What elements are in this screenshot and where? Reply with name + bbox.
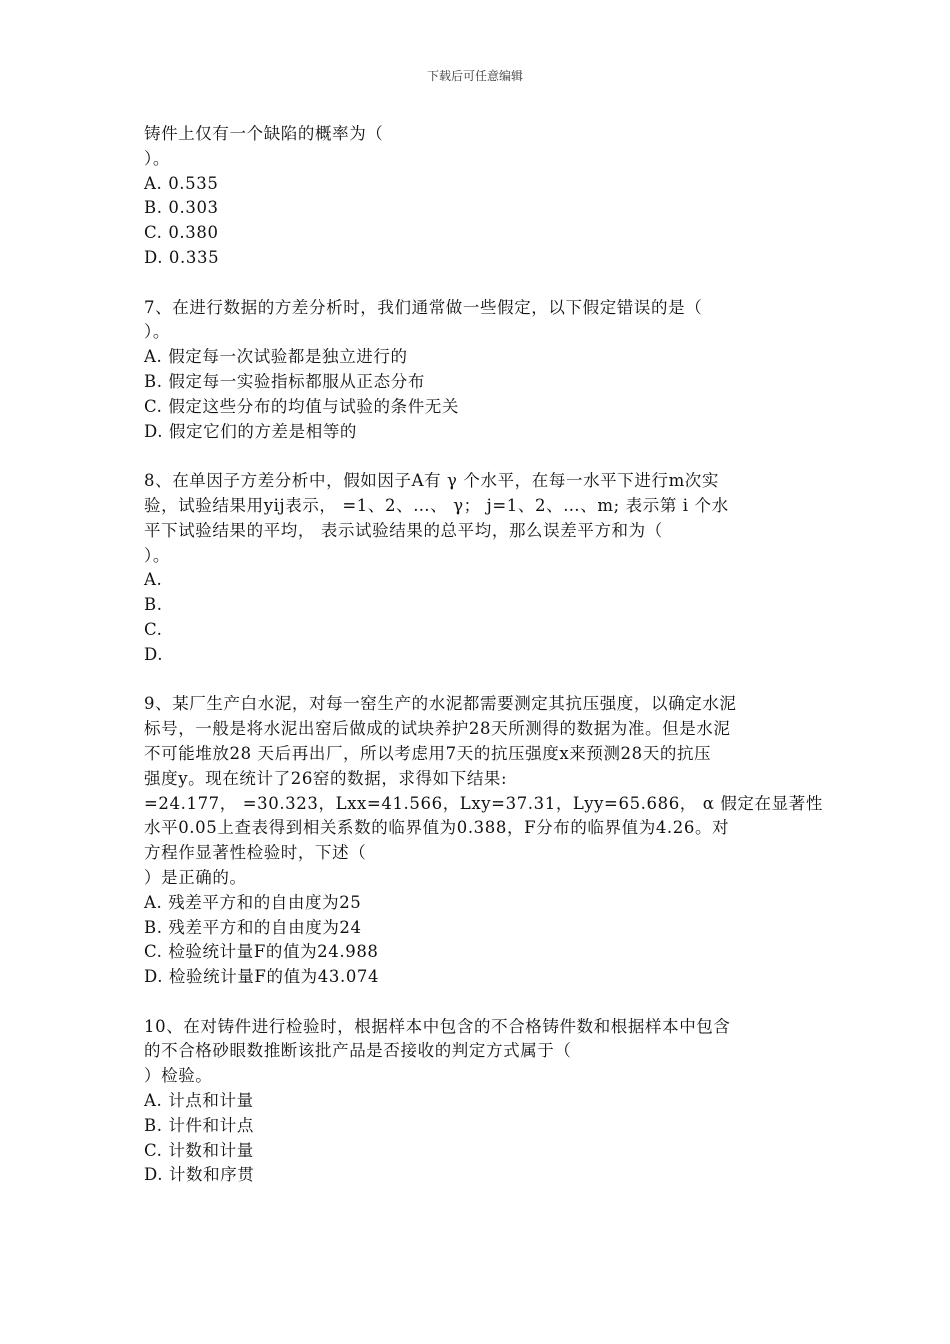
question-stem-line: ）是正确的。 xyxy=(144,867,247,887)
option-a: A. 残差平方和的自由度为25 xyxy=(144,892,362,912)
option-c: C. 假定这些分布的均值与试验的条件无关 xyxy=(144,396,460,416)
option-a: A. 计点和计量 xyxy=(144,1091,254,1111)
option-b: B. xyxy=(144,595,163,615)
question-stem-line: 的不合格砂眼数推断该批产品是否接收的判定方式属于（ xyxy=(144,1041,572,1061)
question-stem-line: 8、在单因子方差分析中，假如因子A有 γ 个水平，在每一水平下进行m次实 xyxy=(144,471,720,491)
question-stem-line: 10、在对铸件进行检验时，根据样本中包含的不合格铸件数和根据样本中包含 xyxy=(144,1016,731,1036)
option-b: B. 残差平方和的自由度为24 xyxy=(144,917,362,937)
option-d: D. 计数和序贯 xyxy=(144,1165,255,1185)
question-stem-line: 平下试验结果的平均， 表示试验结果的总平均，那么误差平方和为（ xyxy=(144,520,663,540)
question-7 xyxy=(144,296,824,445)
question-stem-line: 9、某厂生产白水泥，对每一窑生产的水泥都需要测定其抗压强度，以确定水泥 xyxy=(144,694,737,714)
option-c: C. 检验统计量F的值为24.988 xyxy=(144,942,379,962)
question-stem-line: 不可能堆放28 天后再出厂，所以考虑用7天的抗压强度x来预测28天的抗压 xyxy=(144,743,712,763)
option-a: A. 假定每一次试验都是独立进行的 xyxy=(144,347,408,367)
question-stem-line: 方程作显著性检验时，下述（ xyxy=(144,843,367,863)
option-a: A. 0.535 xyxy=(144,173,219,193)
question-stem-line: 标号，一般是将水泥出窑后做成的试块养护28天所测得的数据为准。但是水泥 xyxy=(144,719,731,739)
option-b: B. 假定每一实验指标都服从正态分布 xyxy=(144,371,425,391)
option-d: D. xyxy=(144,644,164,664)
question-10 xyxy=(144,1015,824,1189)
question-stem-line: 验，试验结果用yij表示， =1、2、…、 γ； j=1、2、…、m; 表示第 i 个水 xyxy=(144,495,729,515)
question-8 xyxy=(144,469,824,667)
question-stem-line: ）。 xyxy=(144,545,170,565)
option-c: C. xyxy=(144,619,163,639)
option-b: B. 0.303 xyxy=(144,198,219,218)
option-c: C. 计数和计量 xyxy=(144,1140,254,1160)
question-stem-line: 铸件上仅有一个缺陷的概率为（ xyxy=(144,124,384,143)
option-d: D. 检验统计量F的值为43.074 xyxy=(144,967,380,987)
option-c: C. 0.380 xyxy=(144,223,219,243)
option-b: B. 计件和计点 xyxy=(144,1115,254,1135)
question-stem-line: =24.177， =30.323，Lxx=41.566，Lxy=37.31，Lyy=65.686， α 假定在显著性 xyxy=(144,793,823,813)
question-stem-line: ）。 xyxy=(144,148,170,168)
option-d: D. 0.335 xyxy=(144,247,220,267)
question-stem-line: 7、在进行数据的方差分析时，我们通常做一些假定，以下假定错误的是（ xyxy=(144,297,703,317)
page-header: 下载后可任意编辑 xyxy=(426,69,523,83)
question-stem-line: 水平0.05上查表得到相关系数的临界值为0.388，F分布的临界值为4.26。对 xyxy=(144,818,730,838)
question-9 xyxy=(144,692,824,990)
question-stem-line: ）。 xyxy=(144,322,170,342)
question-stem-line: ）检验。 xyxy=(144,1066,213,1086)
question-6 xyxy=(144,122,824,271)
question-stem-line: 强度y。现在统计了26窑的数据，求得如下结果: xyxy=(144,768,508,788)
option-a: A. xyxy=(144,570,163,590)
option-d: D. 假定它们的方差是相等的 xyxy=(144,421,358,441)
document-body xyxy=(144,122,824,1213)
